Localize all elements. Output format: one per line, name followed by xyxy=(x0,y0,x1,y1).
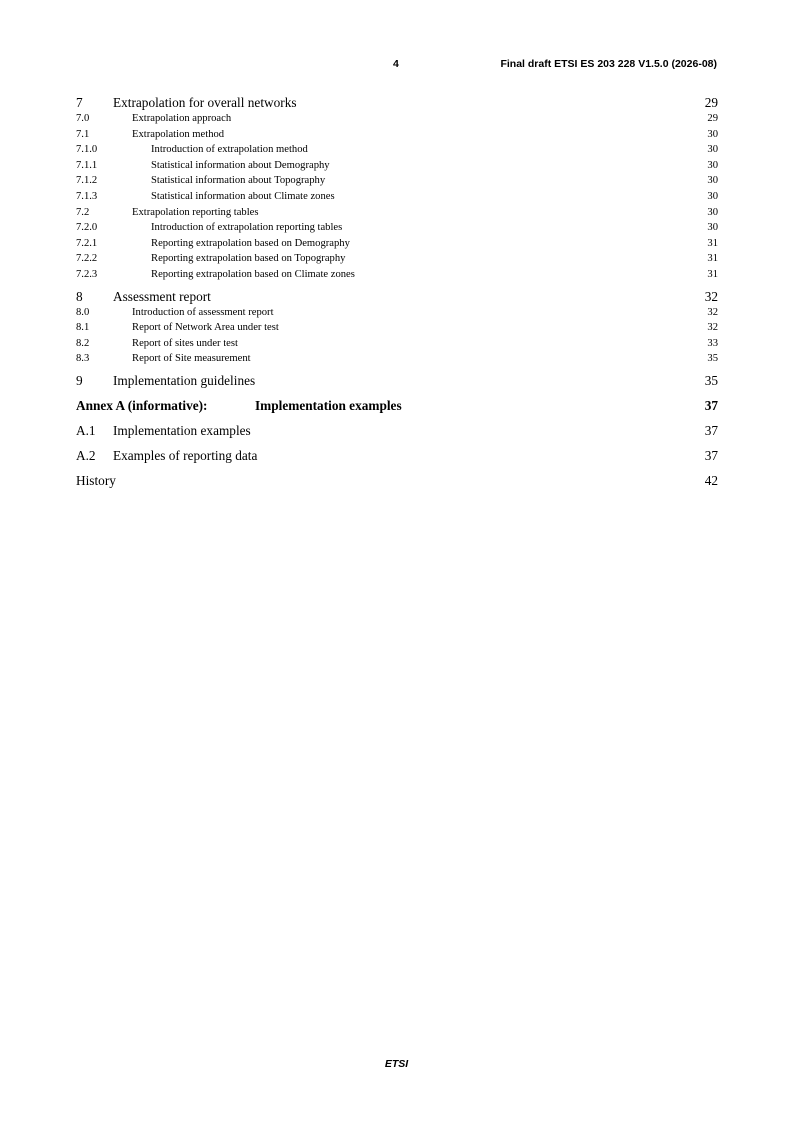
toc-title: Statistical information about Topography xyxy=(151,175,326,187)
toc-number: 8 xyxy=(76,288,83,304)
toc-entry-annex-a[interactable] xyxy=(76,398,718,414)
toc-title: Introduction of extrapolation reporting tables xyxy=(151,222,343,234)
spacer xyxy=(76,414,718,423)
toc-title: History xyxy=(76,472,116,488)
toc-title: Statistical information about Demography xyxy=(151,159,330,171)
toc-entry-7-2-1[interactable] xyxy=(76,236,718,252)
toc-page: 35 xyxy=(707,353,718,365)
toc-title: Report of Network Area under test xyxy=(132,322,279,334)
toc-page: 32 xyxy=(707,306,718,318)
toc-page: 32 xyxy=(704,288,718,304)
toc-page: 32 xyxy=(707,322,718,334)
toc-page: 37 xyxy=(704,397,718,413)
toc-page: 33 xyxy=(707,337,718,349)
toc-number: 7.1.1 xyxy=(76,159,98,171)
toc-number: A.2 xyxy=(76,447,96,463)
toc-entry-7-2-2[interactable] xyxy=(76,251,718,267)
toc-entry-7-2-0[interactable] xyxy=(76,220,718,236)
toc-number: 7.1.0 xyxy=(76,144,98,156)
footer-text: ETSI xyxy=(384,1058,409,1070)
toc-entry-7-1-0[interactable] xyxy=(76,142,718,158)
toc-entry-8-0[interactable] xyxy=(76,305,718,321)
toc-entry-8-3[interactable] xyxy=(76,351,718,367)
toc-entry-7-1[interactable] xyxy=(76,127,718,143)
toc-number: 7.0 xyxy=(76,113,90,124)
toc-title: Introduction of assessment report xyxy=(132,306,274,318)
toc-title: Report of Site measurement xyxy=(132,353,251,365)
toc-entry-8-2[interactable] xyxy=(76,336,718,352)
toc-page: 30 xyxy=(707,159,718,171)
toc-title: Statistical information about Climate zones xyxy=(151,190,335,202)
toc-title: Reporting extrapolation based on Topography xyxy=(151,253,346,265)
page-footer xyxy=(0,1058,793,1070)
spacer xyxy=(76,439,718,448)
page-number: 4 xyxy=(393,58,399,70)
toc-entry-9[interactable] xyxy=(76,373,718,389)
toc-entry-7-0[interactable] xyxy=(76,111,718,127)
toc-number: 8.2 xyxy=(76,337,90,349)
toc-number: 8.0 xyxy=(76,306,90,318)
toc-title: Extrapolation method xyxy=(132,128,225,140)
toc-number: 7.1 xyxy=(76,128,90,140)
toc-number: Annex A (informative): xyxy=(76,397,208,413)
toc-number: 7.2 xyxy=(76,206,90,218)
toc-title: Implementation examples xyxy=(113,422,251,438)
toc-entry-8-1[interactable] xyxy=(76,320,718,336)
toc-page: 37 xyxy=(704,422,718,438)
toc-page: 30 xyxy=(707,128,718,140)
toc-page: 29 xyxy=(704,95,718,110)
toc-title: Implementation examples xyxy=(255,397,402,413)
toc-entry-7[interactable] xyxy=(76,95,718,111)
toc-number: 7.1.3 xyxy=(76,190,98,202)
toc-page: 30 xyxy=(707,144,718,156)
toc-number: 7.2.1 xyxy=(76,237,98,249)
document-id: Final draft ETSI ES 203 228 V1.5.0 (2026-08) xyxy=(500,58,717,70)
toc-title: Introduction of extrapolation method xyxy=(151,144,308,156)
toc-page: 30 xyxy=(707,175,718,187)
toc-title: Extrapolation for overall networks xyxy=(113,95,297,110)
toc-entry-8[interactable] xyxy=(76,289,718,305)
toc-title: Reporting extrapolation based on Demography xyxy=(151,237,350,249)
toc-entry-7-1-1[interactable] xyxy=(76,158,718,174)
page-header xyxy=(0,58,793,72)
toc-page: 37 xyxy=(704,447,718,463)
toc-page: 30 xyxy=(707,206,718,218)
toc-entry-7-2[interactable] xyxy=(76,205,718,221)
toc-number: 7.2.3 xyxy=(76,268,98,280)
toc-entry-a-1[interactable] xyxy=(76,423,718,439)
toc-page: 31 xyxy=(707,253,718,265)
toc-number: 7.2.0 xyxy=(76,222,98,234)
toc-entry-a-2[interactable] xyxy=(76,448,718,464)
toc-number: 7.1.2 xyxy=(76,175,98,187)
toc-title: Assessment report xyxy=(113,288,211,304)
toc-entry-7-2-3[interactable] xyxy=(76,267,718,283)
toc-title: Report of sites under test xyxy=(132,337,238,349)
toc-number: 8.1 xyxy=(76,322,90,334)
toc-page: 31 xyxy=(707,268,718,280)
toc-entry-7-1-2[interactable] xyxy=(76,173,718,189)
toc-entry-history[interactable] xyxy=(76,473,718,489)
toc-page: 31 xyxy=(707,237,718,249)
toc-number: 9 xyxy=(76,372,83,388)
spacer xyxy=(76,464,718,473)
table-of-contents xyxy=(76,95,718,489)
toc-page: 29 xyxy=(707,113,718,124)
toc-page: 42 xyxy=(704,472,718,488)
toc-title: Extrapolation reporting tables xyxy=(132,206,259,218)
toc-number: 7 xyxy=(76,95,83,110)
spacer xyxy=(76,389,718,398)
toc-entry-7-1-3[interactable] xyxy=(76,189,718,205)
toc-title: Examples of reporting data xyxy=(113,447,258,463)
toc-number: 8.3 xyxy=(76,353,90,365)
toc-number: 7.2.2 xyxy=(76,253,98,265)
toc-title: Extrapolation approach xyxy=(132,113,232,124)
toc-number: A.1 xyxy=(76,422,96,438)
toc-title: Implementation guidelines xyxy=(113,372,256,388)
toc-page: 30 xyxy=(707,222,718,234)
toc-title: Reporting extrapolation based on Climate zones xyxy=(151,268,355,280)
toc-page: 30 xyxy=(707,190,718,202)
toc-page: 35 xyxy=(704,372,718,388)
